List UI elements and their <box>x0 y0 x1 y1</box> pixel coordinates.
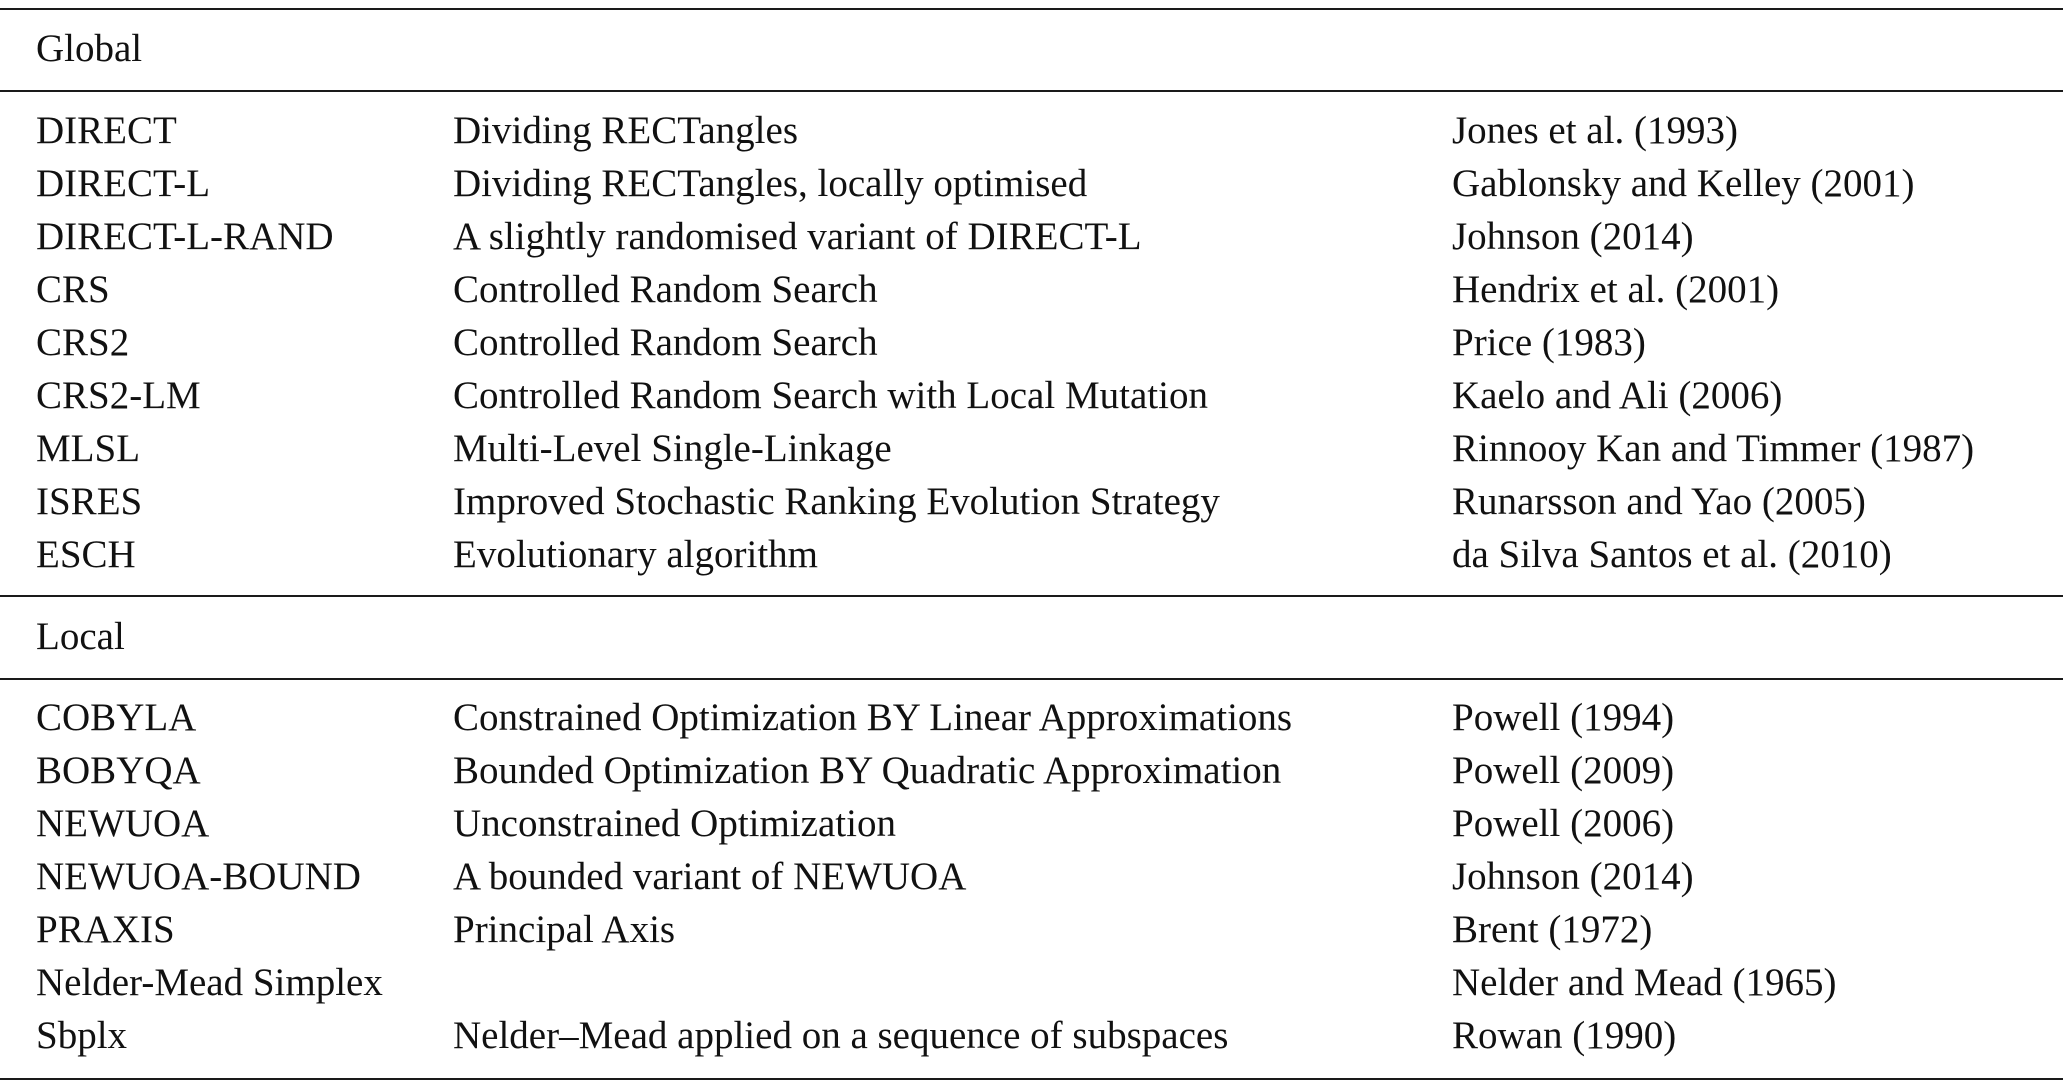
algorithm-reference: Powell (2009) <box>1452 749 1675 792</box>
top-rule <box>0 8 2063 10</box>
algorithm-name: Nelder-Mead Simplex <box>36 961 383 1004</box>
algorithm-description: A slightly randomised variant of DIRECT-L <box>453 215 1142 258</box>
table-row <box>0 691 2067 744</box>
table-row <box>0 422 2067 475</box>
algorithm-name: NEWUOA-BOUND <box>36 855 361 898</box>
algorithm-name: CRS2 <box>36 321 130 364</box>
table-row <box>0 528 2067 581</box>
section-rule <box>0 678 2063 680</box>
table-row <box>0 956 2067 1009</box>
algorithm-description: Controlled Random Search <box>453 321 878 364</box>
algorithm-name: BOBYQA <box>36 749 201 792</box>
algorithm-name: DIRECT-L-RAND <box>36 215 334 258</box>
table-row <box>0 157 2067 210</box>
table-row <box>0 850 2067 903</box>
section-label: Local <box>36 615 125 658</box>
section-rule <box>0 595 2063 597</box>
algorithm-reference: Jones et al. (1993) <box>1452 109 1738 152</box>
bottom-rule <box>0 1078 2063 1080</box>
table-row <box>0 263 2067 316</box>
table-row <box>0 475 2067 528</box>
algorithm-name: DIRECT-L <box>36 162 211 205</box>
algorithm-description: Principal Axis <box>453 908 676 951</box>
algorithm-description: Bounded Optimization BY Quadratic Approximation <box>453 749 1282 792</box>
section-header-local <box>0 610 2067 663</box>
section-rule <box>0 90 2063 92</box>
algorithm-name: Sbplx <box>36 1014 128 1057</box>
algorithm-description: Dividing RECTangles <box>453 109 799 152</box>
algorithm-reference: Kaelo and Ali (2006) <box>1452 374 1783 417</box>
algorithm-name: CRS2-LM <box>36 374 201 417</box>
table-row <box>0 104 2067 157</box>
algorithm-reference: Nelder and Mead (1965) <box>1452 961 1837 1004</box>
algorithm-description: Controlled Random Search <box>453 268 878 311</box>
algorithm-reference: da Silva Santos et al. (2010) <box>1452 533 1892 576</box>
algorithm-description: A bounded variant of NEWUOA <box>453 855 967 898</box>
algorithm-reference: Price (1983) <box>1452 321 1646 364</box>
table-row <box>0 369 2067 422</box>
algorithm-description: Evolutionary algorithm <box>453 533 819 576</box>
algorithm-reference: Brent (1972) <box>1452 908 1653 951</box>
algorithm-name: MLSL <box>36 427 141 470</box>
algorithm-name: DIRECT <box>36 109 177 152</box>
algorithm-reference: Rinnooy Kan and Timmer (1987) <box>1452 427 1975 470</box>
section-label: Global <box>36 27 143 70</box>
algorithm-name: ISRES <box>36 480 143 523</box>
algorithm-description: Dividing RECTangles, locally optimised <box>453 162 1088 205</box>
algorithm-reference: Hendrix et al. (2001) <box>1452 268 1780 311</box>
table-row <box>0 797 2067 850</box>
table-row <box>0 744 2067 797</box>
table-row <box>0 1009 2067 1062</box>
algorithm-name: PRAXIS <box>36 908 175 951</box>
algorithm-reference: Johnson (2014) <box>1452 215 1694 258</box>
algorithm-reference: Powell (2006) <box>1452 802 1675 845</box>
table-row <box>0 903 2067 956</box>
algorithm-description: Multi-Level Single-Linkage <box>453 427 892 470</box>
algorithm-reference: Gablonsky and Kelley (2001) <box>1452 162 1915 205</box>
table-row <box>0 316 2067 369</box>
algorithm-name: COBYLA <box>36 696 197 739</box>
algorithm-reference: Johnson (2014) <box>1452 855 1694 898</box>
algorithm-description: Unconstrained Optimization <box>453 802 896 845</box>
algorithm-name: CRS <box>36 268 110 311</box>
section-header-global <box>0 22 2067 75</box>
algorithm-reference: Powell (1994) <box>1452 696 1675 739</box>
algorithm-description: Nelder–Mead applied on a sequence of subspaces <box>453 1014 1229 1057</box>
table-row <box>0 210 2067 263</box>
algorithm-name: NEWUOA <box>36 802 210 845</box>
algorithm-reference: Rowan (1990) <box>1452 1014 1677 1057</box>
algorithm-description: Improved Stochastic Ranking Evolution Strategy <box>453 480 1220 523</box>
algorithm-name: ESCH <box>36 533 136 576</box>
algorithm-description: Constrained Optimization BY Linear Approximations <box>453 696 1293 739</box>
algorithm-description: Controlled Random Search with Local Mutation <box>453 374 1208 417</box>
algorithm-reference: Runarsson and Yao (2005) <box>1452 480 1866 523</box>
